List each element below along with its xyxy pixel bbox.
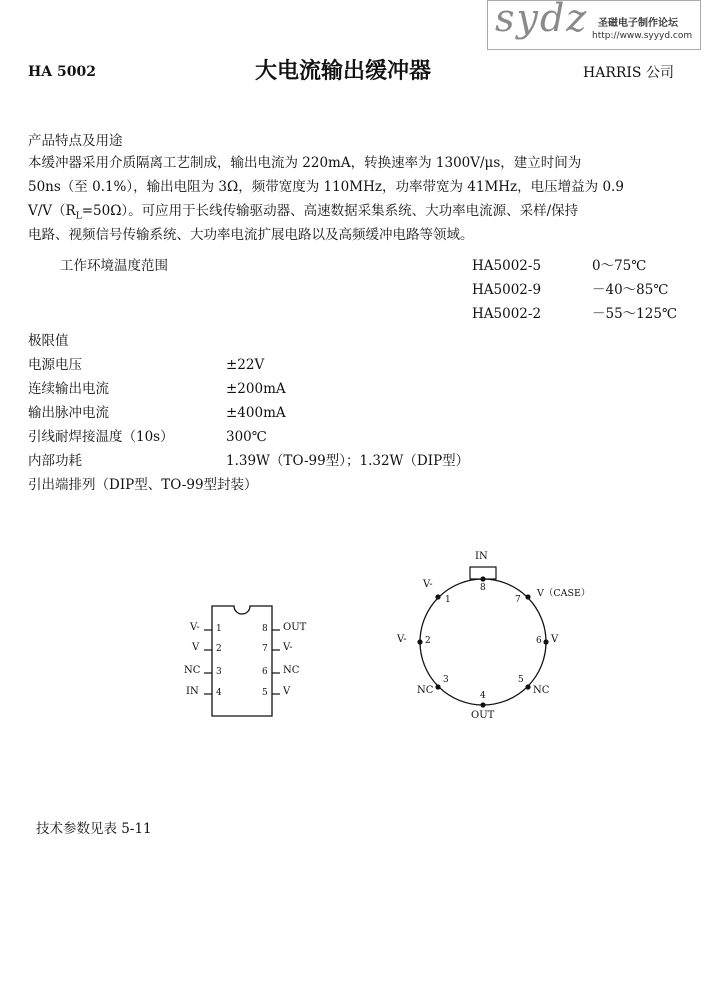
dip-pin-8-label: OUT bbox=[283, 622, 307, 633]
to99-case-note: V（CASE） bbox=[537, 588, 591, 599]
to99-outline bbox=[395, 545, 635, 730]
rating-name-2: 连续输出电流 bbox=[28, 381, 109, 397]
features-line-4: 电路、视频信号传输系统、大功率电流扩展电路以及高频缓冲电路等领域。 bbox=[28, 227, 474, 243]
rating-name-3: 输出脉冲电流 bbox=[28, 405, 109, 421]
voltage-gain-unit: V/V（R bbox=[28, 203, 76, 219]
to99-pin-5-label: NC bbox=[533, 685, 550, 696]
rating-name-4: 引线耐焊接温度（10s） bbox=[28, 429, 174, 445]
to99-package-diagram bbox=[395, 545, 635, 730]
dip-pin-4-num: 4 bbox=[216, 688, 222, 698]
temp-model-1: HA5002-5 bbox=[472, 258, 542, 274]
dip-pin-1-label: V- bbox=[190, 622, 200, 633]
to99-pin-1-num: 1 bbox=[445, 595, 451, 605]
to99-pin-2-num: 2 bbox=[425, 636, 431, 646]
features-line-2: 50ns（至 0.1%），输出电阻为 3Ω，频带宽度为 110MHz，功率带宽为 41MHz，电压增益为 0.9 bbox=[28, 179, 624, 195]
rl-subscript: L bbox=[75, 211, 82, 222]
to99-pin-6-label: V bbox=[551, 634, 559, 645]
temp-range-1: 0～75℃ bbox=[592, 258, 647, 274]
rating-name-5: 内部功耗 bbox=[28, 453, 82, 469]
to99-top-label: IN bbox=[475, 551, 488, 562]
temp-model-3: HA5002-2 bbox=[472, 306, 542, 322]
to99-pin-8-num: 8 bbox=[480, 583, 486, 593]
to99-pin-4-label: OUT bbox=[471, 710, 495, 721]
to99-pin-5-num: 5 bbox=[518, 675, 524, 685]
company-name: HARRIS 公司 bbox=[583, 65, 674, 81]
watermark-logo: sydz bbox=[495, 0, 589, 40]
dip-pin-3-num: 3 bbox=[216, 667, 222, 677]
to99-pin-3-label: NC bbox=[417, 685, 434, 696]
part-number: HA 5002 bbox=[28, 64, 96, 80]
watermark-url: http://www.syyyd.com bbox=[592, 31, 693, 41]
rating-value-4: 300℃ bbox=[226, 429, 267, 445]
rating-value-1: ±22V bbox=[226, 357, 265, 373]
rating-value-5: 1.39W（TO-99型）；1.32W（DIP型） bbox=[226, 453, 470, 469]
dip-pin-4-label: IN bbox=[186, 686, 199, 697]
temperature-label: 工作环境温度范围 bbox=[60, 258, 168, 274]
temp-model-2: HA5002-9 bbox=[472, 282, 542, 298]
dip-pin-7-label: V- bbox=[283, 642, 293, 653]
pinout-caption: 引出端排列（DIP型、TO-99型封装） bbox=[28, 477, 258, 493]
rating-name-1: 电源电压 bbox=[28, 357, 82, 373]
to99-pin-4-num: 4 bbox=[480, 691, 486, 701]
dip-outline bbox=[170, 590, 340, 730]
features-line-3-rest: =50Ω）。可应用于长线传输驱动器、高速数据采集系统、大功率电流源、采样/保持 bbox=[81, 203, 579, 219]
rating-value-3: ±400mA bbox=[226, 405, 286, 421]
dip-package-diagram bbox=[170, 590, 340, 730]
dip-pin-2-label: V bbox=[192, 642, 200, 653]
features-heading: 产品特点及用途 bbox=[28, 133, 123, 149]
to99-pin-1-label: V- bbox=[423, 579, 433, 590]
to99-pin-7-num: 7 bbox=[515, 595, 521, 605]
dip-pin-6-num: 6 bbox=[262, 667, 268, 677]
dip-pin-3-label: NC bbox=[184, 665, 201, 676]
watermark-site-name: 圣磁电子制作论坛 bbox=[598, 18, 678, 29]
ratings-heading: 极限值 bbox=[28, 333, 69, 349]
dip-pin-5-label: V bbox=[283, 686, 291, 697]
to99-pin-3-num: 3 bbox=[443, 675, 449, 685]
dip-pin-8-num: 8 bbox=[262, 624, 268, 634]
to99-pin-2-label: V- bbox=[397, 634, 407, 645]
features-line-1: 本缓冲器采用介质隔离工艺制成，输出电流为 220mA，转换速率为 1300V/μs，建立时间为 bbox=[28, 155, 582, 171]
page-title: 大电流输出缓冲器 bbox=[255, 58, 432, 84]
dip-pin-6-label: NC bbox=[283, 665, 300, 676]
dip-pin-1-num: 1 bbox=[216, 624, 222, 634]
footer-note: 技术参数见表 5-11 bbox=[36, 821, 152, 837]
to99-pin-6-num: 6 bbox=[536, 636, 542, 646]
temp-range-2: －40～85℃ bbox=[592, 282, 669, 298]
dip-pin-2-num: 2 bbox=[216, 644, 222, 654]
dip-pin-5-num: 5 bbox=[262, 688, 268, 698]
rating-value-2: ±200mA bbox=[226, 381, 286, 397]
temp-range-3: －55～125℃ bbox=[592, 306, 678, 322]
dip-pin-7-num: 7 bbox=[262, 644, 268, 654]
